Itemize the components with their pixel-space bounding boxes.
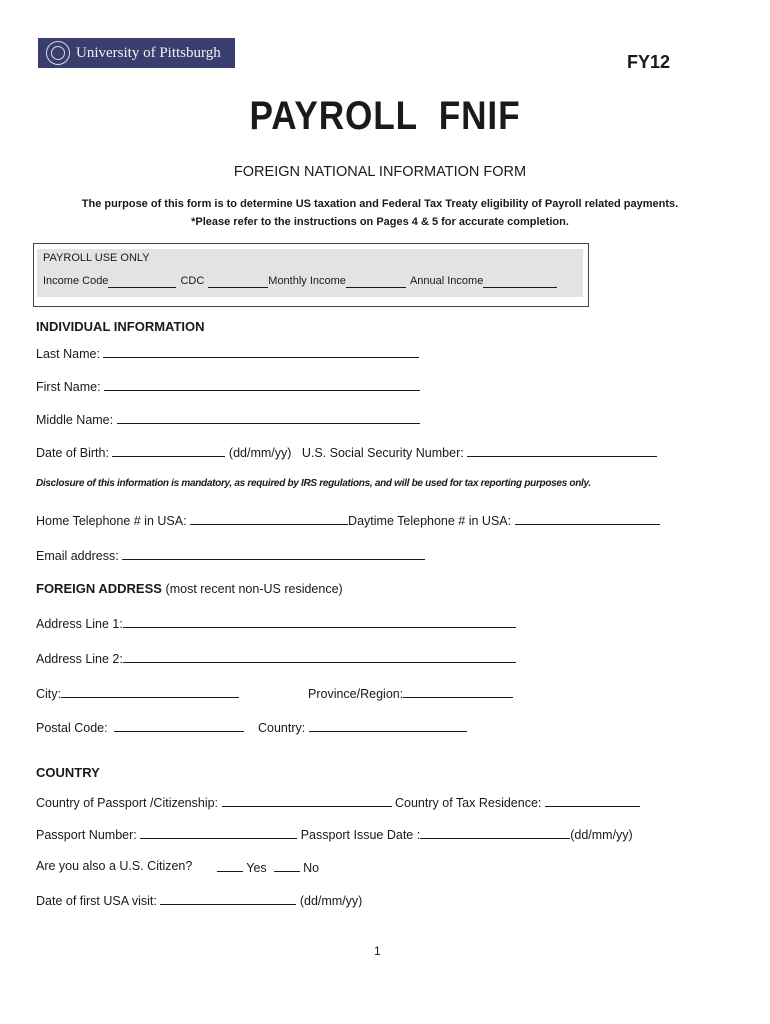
payroll-use-heading: PAYROLL USE ONLY [43,252,150,264]
no-checkbox[interactable] [274,859,300,872]
dob-field[interactable] [112,444,225,457]
address-line2-row [36,650,516,666]
first-visit-label: Date of first USA visit: [36,894,157,908]
day-phone-field[interactable] [515,512,660,525]
instructions-note: *Please refer to the instructions on Pages 4 & 5 for accurate completion. [191,216,569,228]
address-line1-field[interactable] [123,615,516,628]
cdc-label: CDC [180,275,205,287]
city-field[interactable] [61,685,239,698]
last-name-row [36,345,419,361]
day-phone-label: Daytime Telephone # in USA: [348,514,512,528]
city-label: City: [36,687,61,701]
email-row [36,547,425,563]
passport-country-label: Country of Passport /Citizenship: [36,796,219,810]
issue-date-field[interactable] [420,826,570,839]
last-name-field[interactable] [103,345,419,358]
middle-name-field[interactable] [117,411,420,424]
middle-name-label: Middle Name: [36,413,114,427]
ssn-field[interactable] [467,444,657,457]
address-country-label: Country: [257,721,306,735]
logo-text: University of Pittsburgh [76,44,221,61]
monthly-income-field[interactable] [346,275,406,288]
address-line2-label: Address Line 2: [36,652,123,666]
yes-label: Yes [246,861,267,875]
foreign-address-heading: FOREIGN ADDRESS [36,581,162,596]
us-citizen-label: Are you also a U.S. Citizen? [36,859,193,873]
postal-field[interactable] [114,719,244,732]
issue-date-format: (dd/mm/yy) [570,828,633,842]
province-row [308,685,513,701]
us-citizen-row [36,859,192,873]
middle-name-row [36,411,420,427]
province-label: Province/Region: [308,687,404,701]
monthly-income-label: Monthly Income [268,275,346,287]
dob-format: (dd/mm/yy) [228,446,292,460]
income-code-label: Income Code [43,275,109,287]
first-visit-field[interactable] [160,892,296,905]
province-field[interactable] [403,685,513,698]
tax-residence-field[interactable] [545,794,640,807]
dob-label: Date of Birth: [36,446,109,460]
annual-income-label: Annual Income [409,275,484,287]
form-subtitle: FOREIGN NATIONAL INFORMATION FORM [233,164,527,180]
first-visit-row [36,892,362,908]
page-number: 1 [374,944,381,958]
email-label: Email address: [36,549,119,563]
passport-country-field[interactable] [222,794,392,807]
ssn-label: U.S. Social Security Number: [301,446,464,460]
address-line1-row [36,615,516,631]
country-heading: COUNTRY [36,765,100,780]
address-line2-field[interactable] [123,650,516,663]
purpose-statement: The purpose of this form is to determine US taxation and Federal Tax Treaty eligibility of Payroll related payments. [81,198,679,210]
us-citizen-options [217,859,319,875]
yes-checkbox[interactable] [217,859,243,872]
university-logo [38,38,235,68]
email-field[interactable] [122,547,425,560]
form-title: PAYROLL FNIF [249,94,521,138]
address-line1-label: Address Line 1: [36,617,123,631]
home-phone-field[interactable] [190,512,348,525]
cdc-field[interactable] [208,275,268,288]
foreign-address-note: (most recent non-US residence) [165,582,343,596]
payroll-use-box [33,243,589,307]
dob-ssn-row [36,444,657,460]
postal-country-row [36,719,467,735]
passport-number-row [36,826,633,842]
postal-label: Postal Code: [36,721,108,735]
first-name-label: First Name: [36,380,101,394]
passport-number-field[interactable] [140,826,297,839]
first-name-field[interactable] [104,378,420,391]
fiscal-year: FY12 [627,52,671,72]
no-label: No [303,861,320,875]
first-visit-format: (dd/mm/yy) [299,894,363,908]
individual-info-heading: INDIVIDUAL INFORMATION [36,319,205,334]
annual-income-field[interactable] [483,275,557,288]
passport-country-row [36,794,640,810]
home-phone-label: Home Telephone # in USA: [36,514,187,528]
issue-date-label: Passport Issue Date : [300,828,421,842]
last-name-label: Last Name: [36,347,100,361]
city-row [36,685,239,701]
income-code-field[interactable] [108,275,176,288]
phone-row [36,512,660,528]
foreign-address-heading-row [36,581,343,596]
address-country-field[interactable] [309,719,467,732]
first-name-row [36,378,420,394]
university-seal-icon [46,41,70,65]
tax-residence-label: Country of Tax Residence: [395,796,542,810]
passport-number-label: Passport Number: [36,828,137,842]
disclosure-note: Disclosure of this information is mandatory, as required by IRS regulations, and will be used for tax reporting purposes only. [36,478,591,489]
